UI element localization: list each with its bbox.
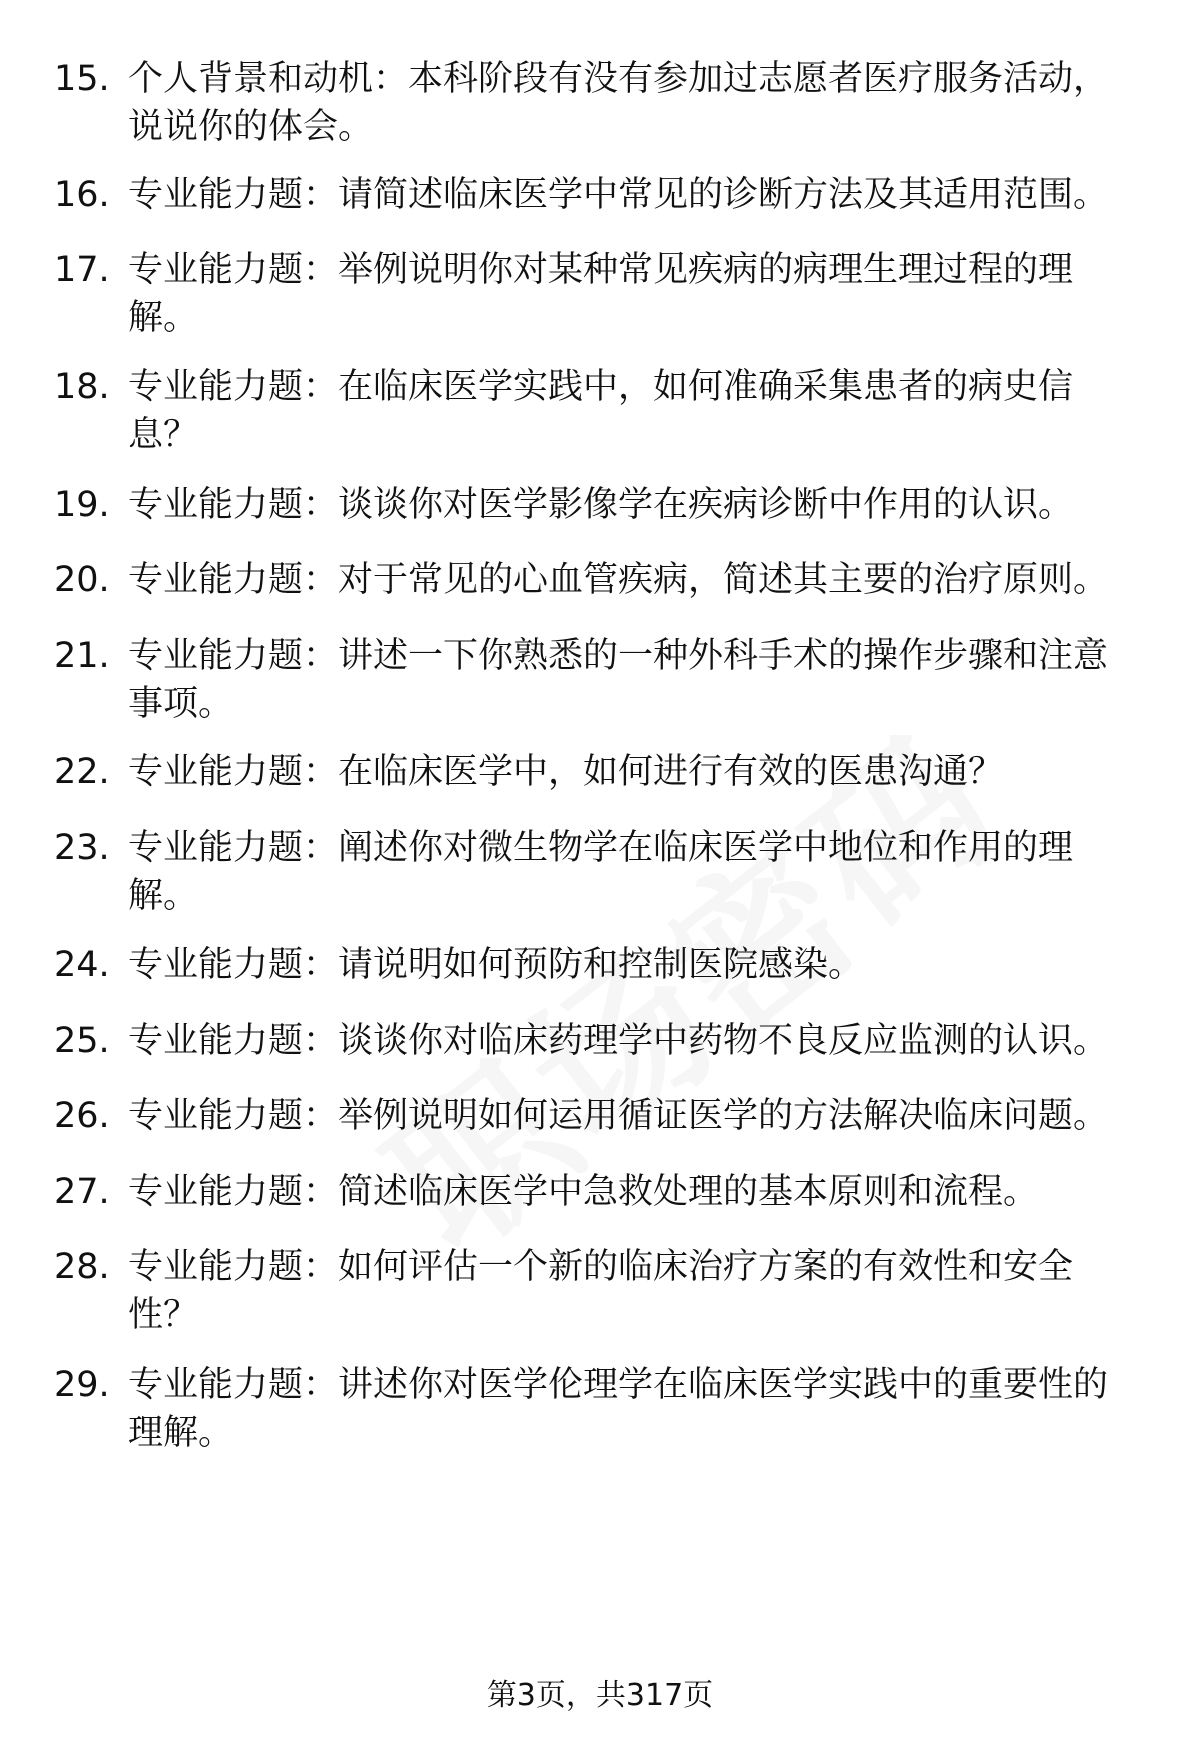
question-text: 专业能力题：谈谈你对临床药理学中药物不良反应监测的认识。 xyxy=(128,1021,1109,1061)
question-text: 专业能力题：讲述你对医学伦理学在临床医学实践中的重要性的理解。 xyxy=(128,1365,1109,1453)
question-text: 专业能力题：讲述一下你熟悉的一种外科手术的操作步骤和注意事项。 xyxy=(128,636,1109,724)
question-text: 专业能力题：阐述你对微生物学在临床医学中地位和作用的理解。 xyxy=(128,828,1074,916)
question-number: 29. xyxy=(54,1365,110,1405)
question-text: 个人背景和动机：本科阶段有没有参加过志愿者医疗服务活动，说说你的体会。 xyxy=(128,59,1109,147)
question-number: 24. xyxy=(54,945,110,985)
question-text: 专业能力题：谈谈你对医学影像学在疾病诊断中作用的认识。 xyxy=(128,485,1074,525)
question-number: 17. xyxy=(54,250,110,290)
question-text: 专业能力题：对于常见的心血管疾病，简述其主要的治疗原则。 xyxy=(128,560,1109,600)
question-text: 专业能力题：在临床医学中，如何进行有效的医患沟通？ xyxy=(128,752,1004,792)
question-number: 18. xyxy=(54,367,110,407)
question-text: 专业能力题：举例说明如何运用循证医学的方法解决临床问题。 xyxy=(128,1096,1109,1136)
question-text: 专业能力题：在临床医学实践中，如何准确采集患者的病史信息？ xyxy=(128,367,1074,455)
question-number: 15. xyxy=(54,59,110,99)
page-number-footer: 第3页，共317页 xyxy=(486,1678,714,1713)
question-number: 16. xyxy=(54,175,110,215)
question-text: 专业能力题：请说明如何预防和控制医院感染。 xyxy=(128,945,864,985)
question-number: 26. xyxy=(54,1096,110,1136)
question-text: 专业能力题：请简述临床医学中常见的诊断方法及其适用范围。 xyxy=(128,175,1109,215)
question-text: 专业能力题：如何评估一个新的临床治疗方案的有效性和安全性？ xyxy=(128,1247,1074,1335)
question-number: 27. xyxy=(54,1172,110,1212)
question-number: 25. xyxy=(54,1021,110,1061)
question-number: 23. xyxy=(54,828,110,868)
question-number: 22. xyxy=(54,752,110,792)
question-text: 专业能力题：简述临床医学中急救处理的基本原则和流程。 xyxy=(128,1172,1039,1212)
question-number: 28. xyxy=(54,1247,110,1287)
question-text: 专业能力题：举例说明你对某种常见疾病的病理生理过程的理解。 xyxy=(128,250,1074,338)
question-number: 21. xyxy=(54,636,110,676)
question-number: 19. xyxy=(54,485,110,525)
question-number: 20. xyxy=(54,560,110,600)
